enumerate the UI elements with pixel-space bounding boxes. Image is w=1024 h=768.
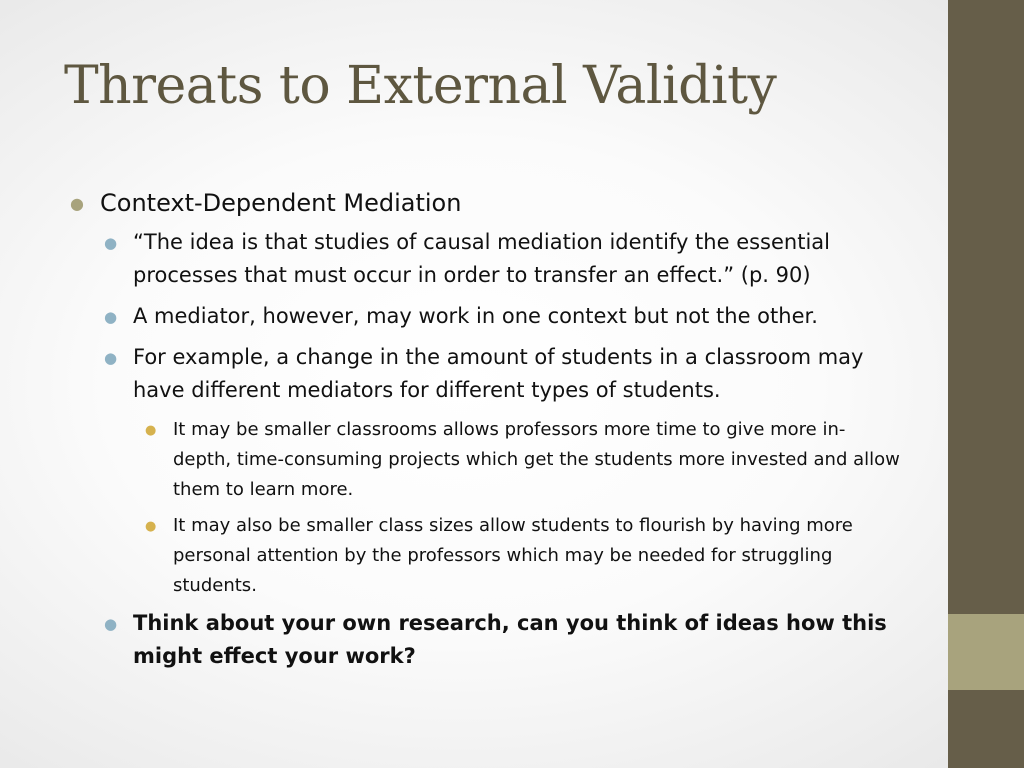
sub-bullet-own-research <box>104 607 900 673</box>
bullet-text: A mediator, however, may work in one context but not the other. <box>133 304 818 328</box>
bullet-context-dependent-mediation <box>70 186 900 220</box>
sub-bullet-mediator-context <box>104 300 900 333</box>
bullet-dot-icon: ● <box>104 308 118 326</box>
bullet-text: It may also be smaller class sizes allow students to flourish by having more personal attention by the professors which may be needed for struggling students. <box>173 515 853 596</box>
bullet-text: Context-Dependent Mediation <box>100 189 462 217</box>
sidebar-accent-block <box>948 614 1024 690</box>
bullet-dot-icon: ● <box>104 349 118 367</box>
bullet-dot-icon: ● <box>104 234 118 252</box>
bullet-text: It may be smaller classrooms allows professors more time to give more in-depth, time-consuming projects which get the students more invested and allow them to learn more. <box>173 419 900 500</box>
bullet-dot-icon: ● <box>145 519 157 534</box>
sub-sub-bullet-smaller-classrooms <box>145 415 900 505</box>
slide-content <box>70 186 900 681</box>
sub-sub-bullet-smaller-class-sizes <box>145 511 900 601</box>
sub-bullet-quote <box>104 226 900 292</box>
bullet-text: “The idea is that studies of causal mediation identify the essential processes that must occur in order to transfer an effect.” (p. 90) <box>133 230 830 287</box>
sub-bullet-example <box>104 341 900 407</box>
bullet-dot-icon: ● <box>104 615 118 633</box>
bullet-dot-icon: ● <box>145 423 157 438</box>
bullet-text: For example, a change in the amount of students in a classroom may have different mediators for different types of students. <box>133 345 864 402</box>
bullet-text: Think about your own research, can you think of ideas how this might effect your work? <box>133 611 887 668</box>
slide-title: Threats to External Validity <box>64 56 777 116</box>
bullet-dot-icon: ● <box>70 194 84 213</box>
